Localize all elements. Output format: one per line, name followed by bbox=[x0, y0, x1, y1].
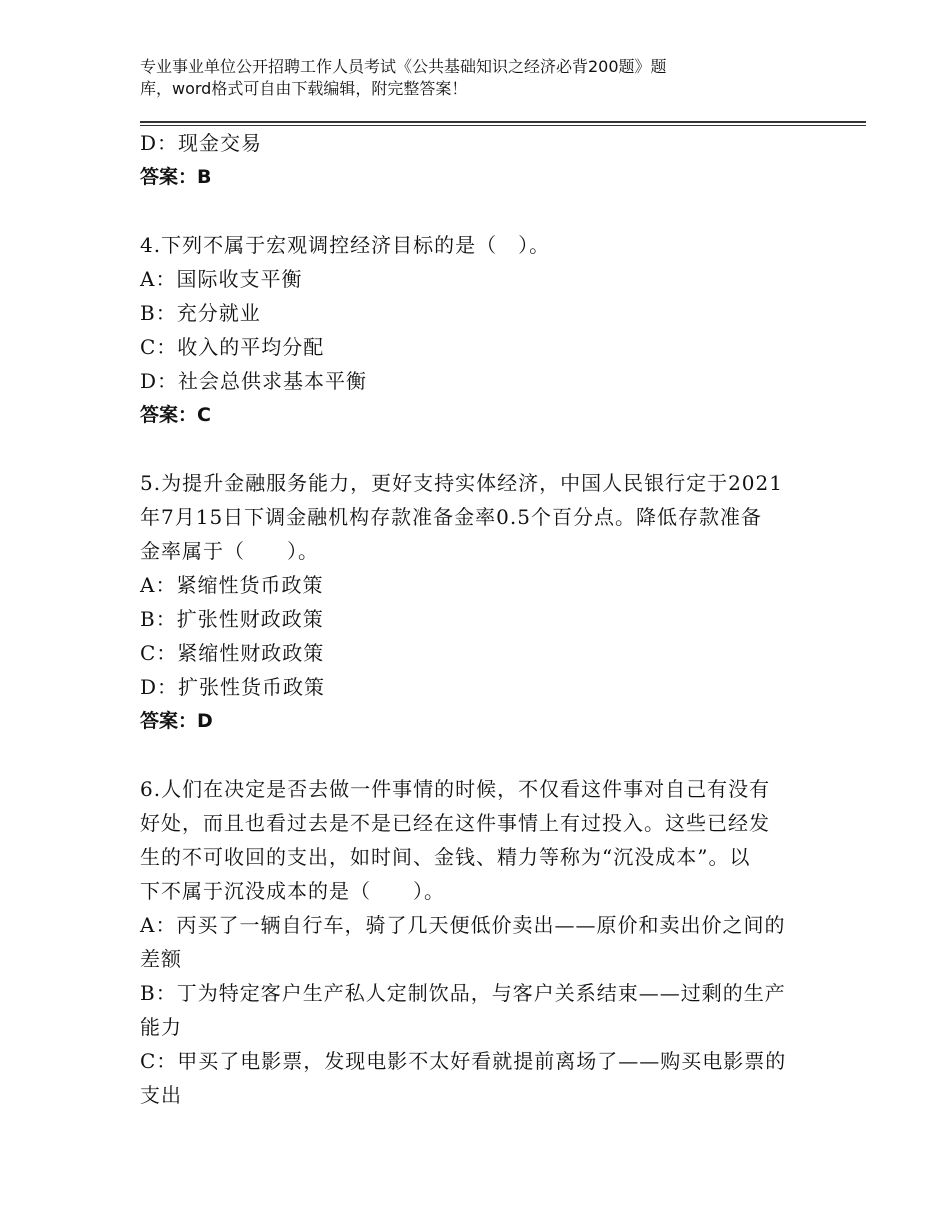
question-6-stem-line-2: 好处，而且也看过去是不是已经在这件事情上有过投入。这些已经发 bbox=[140, 811, 770, 835]
header-rule-thick bbox=[140, 121, 866, 123]
question-5-stem-line-1: 5.为提升金融服务能力，更好支持实体经济，中国人民银行定于2021 bbox=[140, 471, 783, 495]
document-header bbox=[140, 56, 800, 100]
question-4 bbox=[140, 228, 820, 432]
question-5-answer: 答案：D bbox=[140, 710, 213, 732]
document-body bbox=[140, 126, 820, 1112]
question-4-option-c: C：收入的平均分配 bbox=[140, 335, 325, 359]
question-5-option-b: B：扩张性财政政策 bbox=[140, 607, 324, 631]
question-5-stem-line-2: 年7月15日下调金融机构存款准备金率0.5个百分点。降低存款准备 bbox=[140, 505, 762, 529]
question-5-option-c: C：紧缩性财政政策 bbox=[140, 641, 325, 665]
question-6-stem-line-4: 下不属于沉没成本的是（ ）。 bbox=[140, 879, 445, 903]
question-5 bbox=[140, 466, 820, 738]
question-6-option-a-line-2: 差额 bbox=[140, 947, 182, 971]
question-3-option-d: D：现金交易 bbox=[140, 131, 263, 155]
question-3 bbox=[140, 126, 820, 194]
question-6 bbox=[140, 772, 820, 1112]
question-6-stem-line-3: 生的不可收回的支出，如时间、金钱、精力等称为“沉没成本”。以 bbox=[140, 845, 751, 869]
question-5-option-d: D：扩张性货币政策 bbox=[140, 675, 326, 699]
header-title-line-1: 专业事业单位公开招聘工作人员考试《公共基础知识之经济必背200题》题 bbox=[140, 57, 667, 76]
question-4-stem: 4.下列不属于宏观调控经济目标的是（ ）。 bbox=[140, 233, 551, 257]
question-6-option-a-line-1: A：丙买了一辆自行车，骑了几天便低价卖出——原价和卖出价之间的 bbox=[140, 913, 786, 937]
spacer bbox=[140, 432, 820, 466]
question-5-stem-line-3: 金率属于（ ）。 bbox=[140, 539, 319, 563]
question-4-option-d: D：社会总供求基本平衡 bbox=[140, 369, 368, 393]
question-6-option-c-line-2: 支出 bbox=[140, 1083, 182, 1107]
question-3-answer: 答案：B bbox=[140, 166, 212, 188]
question-6-option-b-line-1: B：丁为特定客户生产私人定制饮品，与客户关系结束——过剩的生产 bbox=[140, 981, 786, 1005]
spacer bbox=[140, 194, 820, 228]
question-6-option-c-line-1: C：甲买了电影票，发现电影不太好看就提前离场了——购买电影票的 bbox=[140, 1049, 787, 1073]
question-4-answer: 答案：C bbox=[140, 404, 211, 426]
spacer bbox=[140, 738, 820, 772]
question-4-option-b: B：充分就业 bbox=[140, 301, 261, 325]
question-6-option-b-line-2: 能力 bbox=[140, 1015, 182, 1039]
question-6-stem-line-1: 6.人们在决定是否去做一件事情的时候，不仅看这件事对自己有没有 bbox=[140, 777, 771, 801]
header-title-line-2: 库，word格式可自由下载编辑，附完整答案！ bbox=[140, 79, 468, 98]
question-5-option-a: A：紧缩性货币政策 bbox=[140, 573, 324, 597]
question-4-option-a: A：国际收支平衡 bbox=[140, 267, 303, 291]
